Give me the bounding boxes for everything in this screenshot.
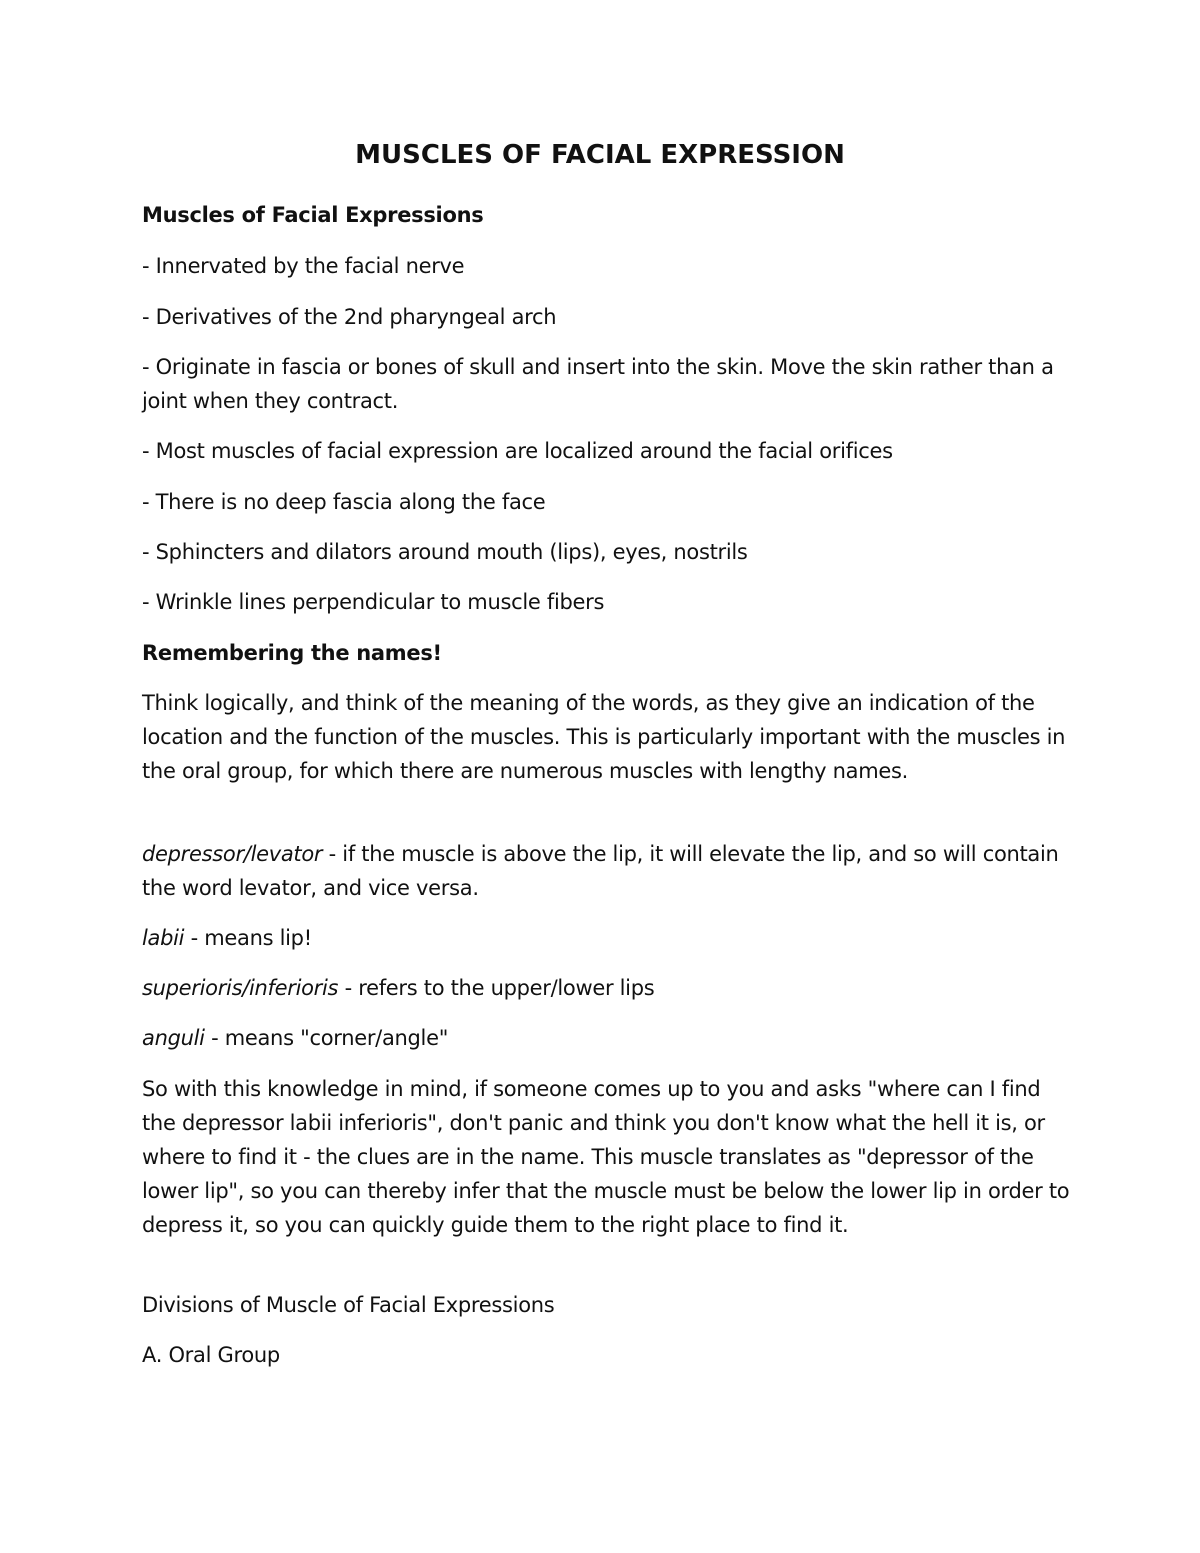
term-text: - means lip!: [184, 926, 312, 950]
term-definition: [142, 971, 1072, 1005]
bullet-item: - There is no deep fascia along the face: [142, 490, 546, 514]
intro-paragraph: Think logically, and think of the meaning of the words, as they give an indication of the location and the function of the muscles. This is particularly important with the muscles in the oral group, for which there are numerous muscles with lengthy names.: [142, 691, 1066, 783]
bullet-item: - Sphincters and dilators around mouth (lips), eyes, nostrils: [142, 540, 748, 564]
bullet-item: - Wrinkle lines perpendicular to muscle fibers: [142, 590, 605, 614]
divisions-heading: Divisions of Muscle of Facial Expressions: [142, 1293, 555, 1317]
term-definition: [142, 1021, 1072, 1055]
term-text: - refers to the upper/lower lips: [338, 976, 655, 1000]
term-name: labii: [142, 926, 185, 950]
term-text: - if the muscle is above the lip, it will elevate the lip, and so will contain the word levator, and vice versa.: [142, 842, 1059, 900]
term-name: superioris/inferioris: [142, 976, 339, 1000]
bullet-item: - Most muscles of facial expression are localized around the facial orifices: [142, 439, 893, 463]
term-definition: [142, 921, 1072, 955]
section-heading-remembering: Remembering the names!: [142, 641, 442, 665]
section-heading-muscles: Muscles of Facial Expressions: [142, 203, 484, 227]
bullet-item: - Derivatives of the 2nd pharyngeal arch: [142, 305, 557, 329]
bullet-item: - Originate in fascia or bones of skull and insert into the skin. Move the skin rather than a joint when they contract.: [142, 355, 1054, 413]
oral-group-heading: A. Oral Group: [142, 1343, 280, 1367]
example-paragraph: So with this knowledge in mind, if someone comes up to you and asks "where can I find the depressor labii inferioris", don't panic and think you don't know what the hell it is, or where to find it - the clues are in the name. This muscle translates as "depressor of the lower lip", so you can thereby infer that the muscle must be below the lower lip in order to depress it, so you can quickly guide them to the right place to find it.: [142, 1077, 1070, 1237]
term-definition: [142, 837, 1072, 905]
document-title: MUSCLES OF FACIAL EXPRESSION: [355, 140, 845, 170]
term-text: - means "corner/angle": [204, 1026, 449, 1050]
term-name: anguli: [142, 1026, 205, 1050]
bullet-item: - Innervated by the facial nerve: [142, 254, 465, 278]
term-name: depressor/levator: [142, 842, 323, 866]
